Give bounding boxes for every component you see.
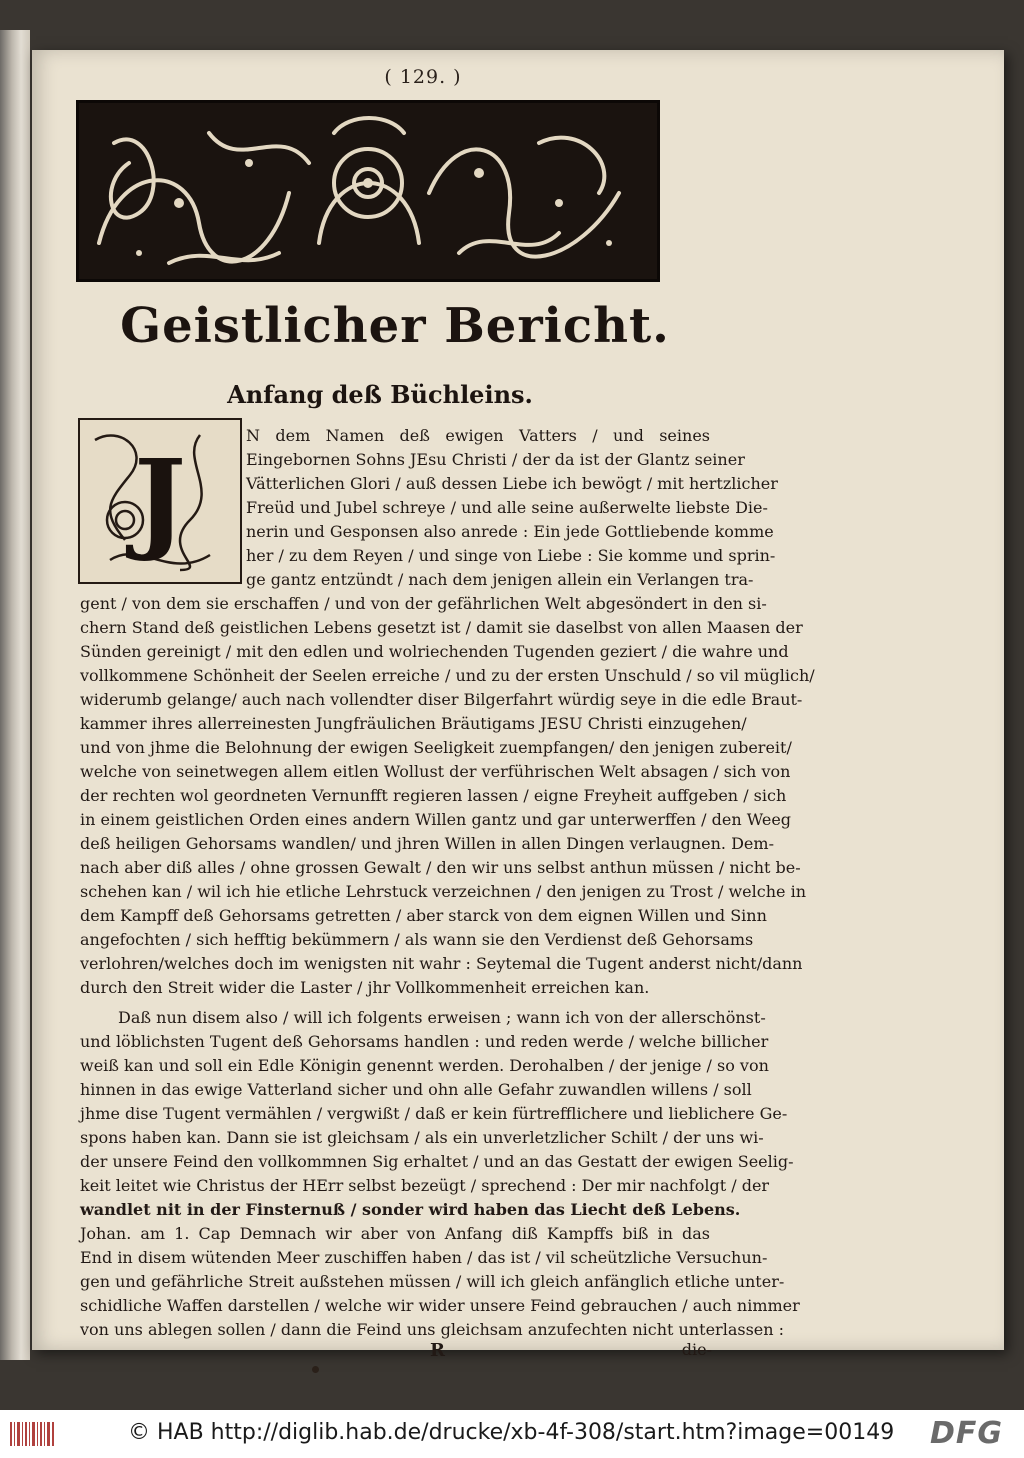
text-line: schehen kan / wil ich hie etliche Lehrstuck verzeichnen / den jenigen zu Trost / welche in — [80, 882, 806, 901]
text-line: vollkommene Schönheit der Seelen erreiche / und zu der ersten Unschuld / so vil müglich/ — [80, 666, 815, 685]
text-line: welche von seinetwegen allem eitlen Wollust der verführischen Welt absagen / sich von — [80, 762, 791, 781]
text-line: jhme dise Tugent vermählen / vergwißt / daß er kein fürtrefflichere und lieblichere Ge- — [80, 1104, 788, 1123]
dfg-logo: DFG — [930, 1416, 1004, 1451]
text-line: kammer ihres allerreinesten Jungfräulichen Bräutigams JESU Christi einzugehen/ — [80, 714, 747, 733]
catchword: die- — [681, 1340, 712, 1359]
text-line: nach aber diß alles / ohne grossen Gewalt / den wir uns selbst anthun müssen / nicht be- — [80, 858, 801, 877]
text-line: hinnen in das ewige Vatterland sicher und ohn alle Gefahr zuwandlen willens / soll — [80, 1080, 752, 1099]
text-line: End in disem wütenden Meer zuschiffen haben / das ist / vil scheützliche Versuchun- — [80, 1248, 768, 1267]
decorated-initial — [78, 418, 242, 584]
previous-page-edge — [0, 30, 30, 1360]
page-number: ( 129. ) — [384, 66, 462, 88]
ornamental-headpiece — [76, 100, 660, 282]
text-line: von uns ablegen sollen / dann die Feind uns gleichsam anzufechten nicht unterlassen : — [80, 1320, 785, 1339]
ink-spot — [312, 1366, 319, 1373]
text-line: in einem geistlichen Orden eines andern Willen gantz und gar unterwerffen / den Weeg — [80, 810, 792, 829]
text-line: und von jhme die Belohnung der ewigen Seeligkeit zuempfangen/ den jenigen zubereit/ — [80, 738, 792, 757]
text-line: Johan. am 1. Cap Demnach wir aber von Anfang diß Kampffs biß in das — [80, 1224, 710, 1243]
text-line: Daß nun disem also / will ich folgents erweisen ; wann ich von der allerschönst- — [118, 1008, 766, 1027]
text-line: chern Stand deß geistlichen Lebens gesetzt ist / damit sie daselbst von allen Maasen der — [80, 618, 803, 637]
text-line: her / zu dem Reyen / und singe von Liebe : Sie komme und sprin- — [246, 546, 776, 565]
text-line: gen und gefährliche Streit außstehen müssen / will ich gleich anfänglich etliche unter- — [80, 1272, 785, 1291]
text-line: keit leitet wie Christus der HErr selbst bezeügt / sprechend : Der mir nachfolgt / der — [80, 1176, 770, 1195]
text-line: ge gantz entzündt / nach dem jenigen allein ein Verlangen tra- — [246, 570, 754, 589]
text-line: durch den Streit wider die Laster / jhr Vollkommenheit erreichen kan. — [80, 978, 650, 997]
text-line: der unsere Feind den vollkommnen Sig erhaltet / und an das Gestatt der ewigen Seelig- — [80, 1152, 794, 1171]
text-line: widerumb gelange/ auch nach vollendter diser Bilgerfahrt würdig seye in die edle Braut- — [80, 690, 803, 709]
text-line: verlohren/welches doch im wenigsten nit wahr : Seytemal die Tugent anderst nicht/dann — [80, 954, 803, 973]
page-heading: Geistlicher Bericht. — [120, 298, 670, 354]
text-line: und löblichsten Tugent deß Gehorsams handlen : und reden werde / welche billicher — [80, 1032, 769, 1051]
section-subheading: Anfang deß Büchleins. — [227, 380, 533, 409]
text-line: Sünden gereinigt / mit den edlen und wolriechenden Tugenden geziert / die wahre und — [80, 642, 789, 661]
barcode-icon — [10, 1422, 54, 1446]
text-line: weiß kan und soll ein Edle Königin genennt werden. Derohalben / der jenige / so von — [80, 1056, 769, 1075]
headpiece-ornament-icon — [79, 103, 657, 279]
footer-bar — [0, 1410, 1024, 1458]
svg-text:J: J — [133, 435, 187, 564]
text-line: Vätterlichen Glori / auß dessen Liebe ich bewögt / mit hertzlicher — [246, 474, 778, 493]
text-line: spons haben kan. Dann sie ist gleichsam / als ein unverletzlicher Schilt / der uns wi- — [80, 1128, 764, 1147]
text-line: angefochten / sich hefftig bekümmern / als wann sie den Verdienst deß Gehorsams — [80, 930, 754, 949]
text-line: N dem Namen deß ewigen Vatters / und seines — [246, 426, 710, 445]
text-line: gent / von dem sie erschaffen / und von der gefährlichen Welt abgesöndert in den si- — [80, 594, 767, 613]
text-line: schidliche Waffen darstellen / welche wir wider unsere Feind gebrauchen / auch nimmer — [80, 1296, 800, 1315]
footer-source-link[interactable]: © HAB http://diglib.hab.de/drucke/xb-4f-308/start.htm?image=00149 — [128, 1420, 895, 1445]
text-line: nerin und Gesponsen also anrede : Ein jede Gottliebende komme — [246, 522, 774, 541]
text-line: deß heiligen Gehorsams wandlen/ und jhren Willen in allen Dingen verlaugnen. Dem- — [80, 834, 774, 853]
text-line: dem Kampff deß Gehorsams getretten / aber starck von dem eignen Willen und Sinn — [80, 906, 767, 925]
text-line: Freüd und Jubel schreye / und alle seine außerwelte liebste Die- — [246, 498, 768, 517]
initial-letter-icon — [80, 420, 240, 582]
text-line: wandlet nit in der Finsternuß / sonder wird haben das Liecht deß Lebens. — [80, 1200, 741, 1219]
text-line: der rechten wol geordneten Vernunfft regieren lassen / eigne Freyheit auffgeben / sich — [80, 786, 787, 805]
text-line: Eingebornen Sohns JEsu Christi / der da ist der Glantz seiner — [246, 450, 745, 469]
signature-mark: R — [430, 1340, 445, 1361]
